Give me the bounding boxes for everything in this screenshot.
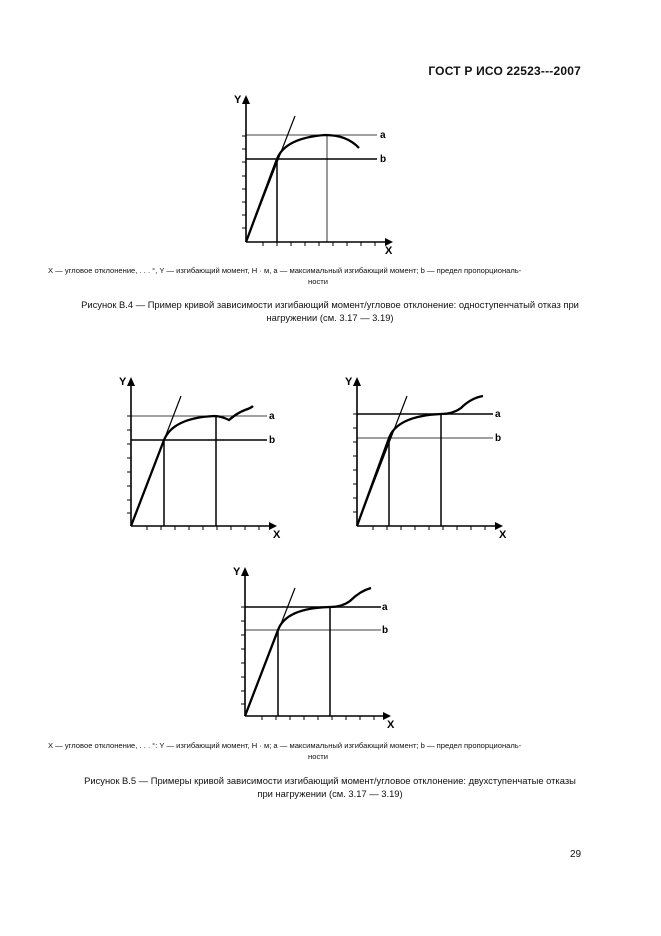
y-axis-label: Y bbox=[345, 376, 353, 388]
moment-curve bbox=[246, 135, 359, 242]
label-a: a bbox=[380, 130, 386, 141]
y-axis-arrow bbox=[242, 95, 250, 104]
y-axis-arrow bbox=[353, 377, 361, 386]
label-b: b bbox=[380, 154, 387, 165]
page-number: 29 bbox=[570, 849, 582, 860]
caption-line-1: Рисунок В.4 — Пример кривой зависимости изгибающий момент/угловое отклонение: одноступенчатый отказ при bbox=[81, 299, 579, 310]
figure-b5-caption bbox=[40, 774, 620, 800]
y-axis-label: Y bbox=[234, 94, 242, 106]
figure-b5-graph-left bbox=[111, 370, 291, 541]
y-axis-arrow bbox=[241, 567, 249, 576]
y-axis-arrow bbox=[127, 377, 135, 386]
figure-b4-caption bbox=[40, 298, 620, 324]
label-b: b bbox=[382, 625, 389, 636]
label-a: a bbox=[495, 409, 501, 420]
caption-line-2: нагружении (см. 3.17 — 3.19) bbox=[266, 312, 394, 323]
figure-b5-graph-center bbox=[225, 560, 405, 731]
label-b: b bbox=[269, 435, 276, 446]
x-axis-label: X bbox=[387, 719, 395, 731]
figure-b4-graph bbox=[225, 88, 405, 256]
label-b: b bbox=[495, 433, 502, 444]
figure-b5-legend bbox=[48, 740, 588, 762]
y-axis-label: Y bbox=[233, 566, 241, 578]
legend-text: X — угловое отклонение, . . . °, Y — изгибающий момент, Н · м, a — максимальный изгибающий момент; b — предел пропорциональ- bbox=[48, 266, 522, 275]
caption-line-2: при нагружении (см. 3.17 — 3.19) bbox=[257, 788, 403, 799]
x-axis-label: X bbox=[499, 529, 507, 541]
x-axis-label: X bbox=[385, 245, 393, 257]
moment-curve bbox=[131, 406, 253, 526]
caption-line-1: Рисунок В.5 — Примеры кривой зависимости изгибающий момент/угловое отклонение: двухступенчатые отказы bbox=[84, 775, 576, 786]
legend-continuation: ности bbox=[308, 752, 328, 761]
label-a: a bbox=[269, 411, 275, 422]
y-axis-label: Y bbox=[119, 376, 127, 388]
figure-b5-graph-right bbox=[337, 370, 517, 541]
legend-text: X — угловое отклонение, . . . °: Y — изгибающий момент, Н · м; a — максимальный изгибающий момент; b — предел пропорциональ- bbox=[48, 741, 522, 750]
moment-curve bbox=[357, 396, 483, 526]
standard-designation: ГОСТ Р ИСО 22523---2007 bbox=[428, 64, 581, 78]
legend-continuation: ности bbox=[308, 277, 328, 286]
x-axis-label: X bbox=[273, 529, 281, 541]
label-a: a bbox=[382, 602, 388, 613]
figure-b4-legend bbox=[48, 265, 588, 287]
